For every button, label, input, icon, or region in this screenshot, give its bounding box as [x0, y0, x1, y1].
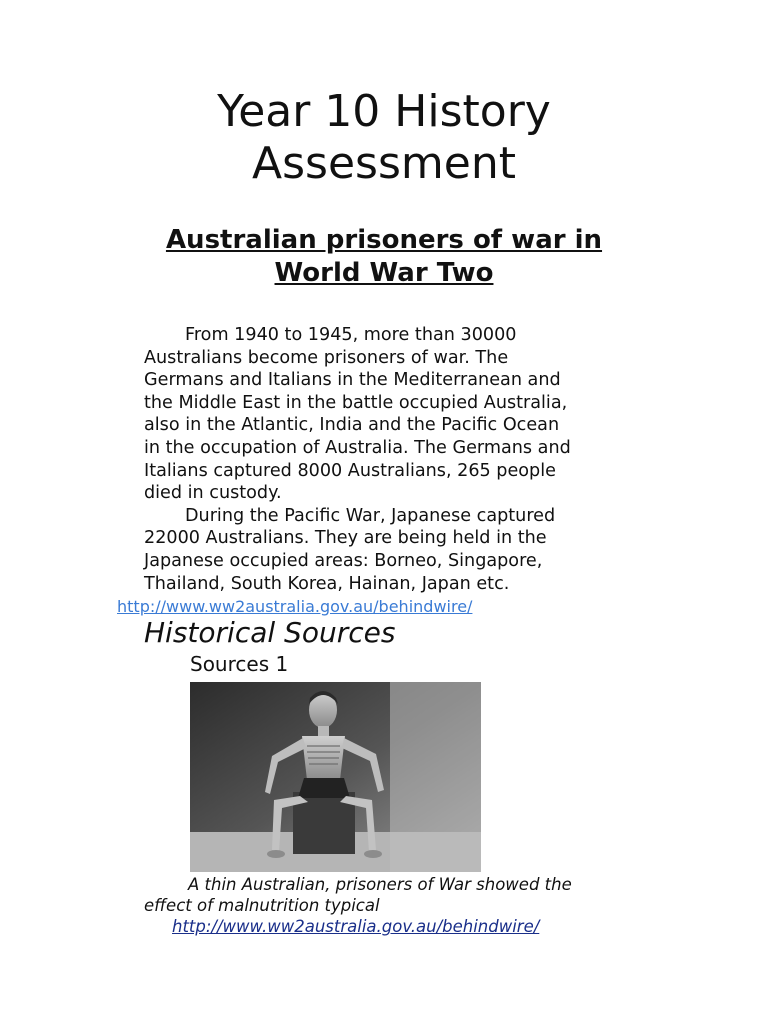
paragraph-1: From 1940 to 1945, more than 30000 Australians become prisoners of war. The Germans and Italians in the Mediterranean and the Middle East in the battle occupied Australia, also in the Atlantic, India and the Pacific Ocean in the occupation of Australia. The Germans and Italians captured 8000 Australians, 265 people died in custody.	[144, 325, 571, 504]
document-subtitle: Australian prisoners of war in World War Two	[165, 225, 603, 288]
caption-text: A thin Australian, prisoners of War showed the effect of malnutrition typical	[144, 875, 572, 915]
photo-caption	[144, 874, 664, 916]
section-heading-historical-sources: Historical Sources	[144, 616, 396, 649]
source-link-2[interactable]: http://www.ww2australia.gov.au/behindwire/	[172, 917, 540, 936]
source-link-1[interactable]: http://www.ww2australia.gov.au/behindwire/	[117, 597, 473, 616]
body-text	[144, 324, 654, 595]
prisoner-photo	[190, 682, 481, 872]
document-title: Year 10 History Assessment	[217, 86, 551, 189]
paragraph-2: During the Pacific War, Japanese captured 22000 Australians. They are being held in the Japanese occupied areas: Borneo, Singapore, Thailand, South Korea, Hainan, Japan etc.	[144, 505, 556, 594]
source-label: Sources 1	[190, 652, 289, 676]
